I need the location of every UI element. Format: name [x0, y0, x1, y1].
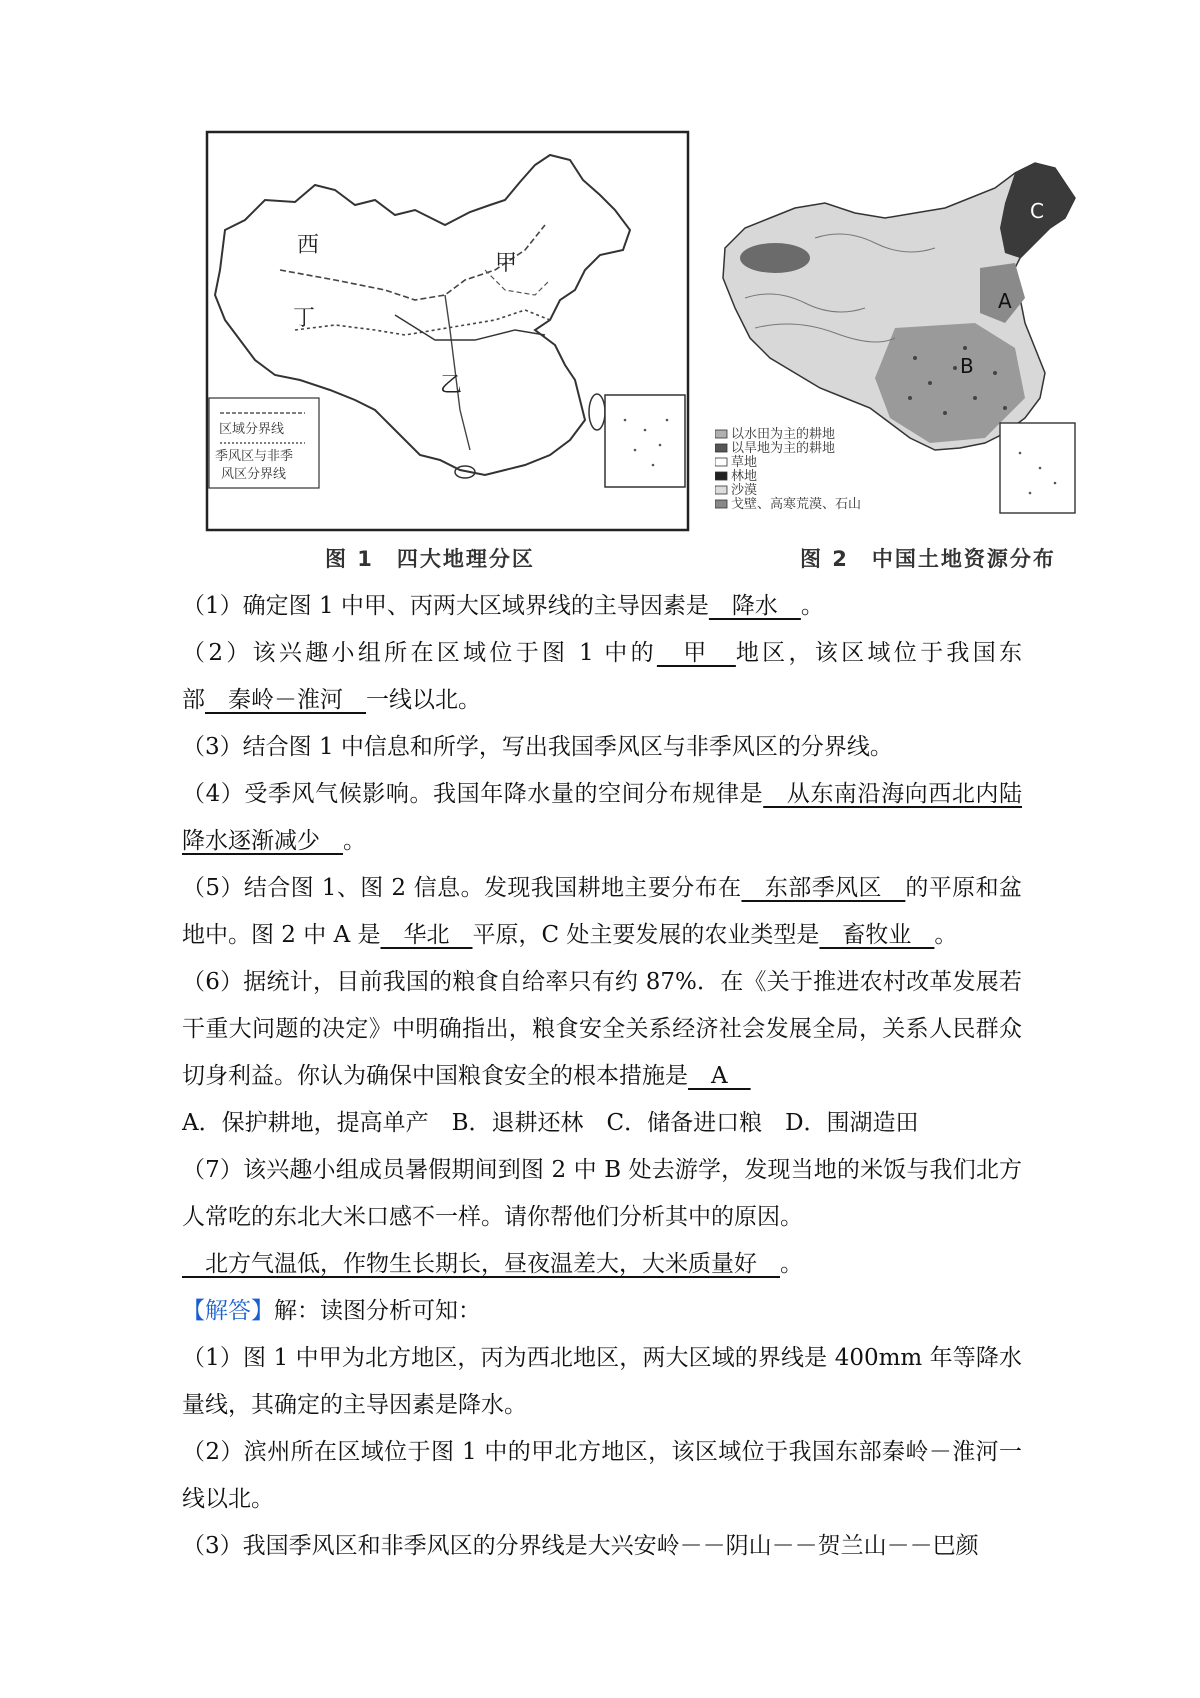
- figure2-map: [715, 158, 1080, 538]
- answer-5c: 畜牧业: [819, 922, 935, 948]
- question-5: （5）结合图 1、图 2 信息。发现我国耕地主要分布在 东部季风区 的平原和盆地中。图 2 中 A 是 华北 平原，C 处主要发展的农业类型是 畜牧业 。: [182, 875, 1022, 948]
- answer-2b: 秦岭－淮河: [205, 687, 366, 713]
- figure1-caption: 图 1 四大地理分区: [325, 547, 535, 571]
- answer-6: A: [688, 1063, 751, 1089]
- question-2: （2）该兴趣小组所在区域位于图 1 中的 甲 地区，该区域位于我国东部 秦岭－淮河 一线以北。: [182, 640, 1023, 713]
- fig1-legend-2b: 风区分界线: [221, 467, 287, 482]
- answer-5b: 华北: [380, 922, 473, 948]
- question-7: （7）该兴趣小组成员暑假期间到图 2 中 B 处去游学，发现当地的米饭与我们北方人常吃的东北大米口感不一样。请你帮他们分析其中的原因。: [182, 1157, 1022, 1230]
- answer-2a: 甲: [656, 640, 736, 666]
- fig2-legend-1: 以水田为主的耕地: [731, 427, 836, 442]
- question-3: （3）结合图 1 中信息和所学，写出我国季风区与非季风区的分界线。: [182, 734, 893, 760]
- answer-7-line: 北方气温低，作物生长期长，昼夜温差大，大米质量好 。: [182, 1251, 803, 1277]
- answer-4: 从东南沿海向西北内陆降水逐渐减少: [182, 781, 1023, 854]
- question-6: （6）据统计，目前我国的粮食自给率只有约 87%．在《关于推进农村改革发展若干重大问题的决定》中明确指出，粮食安全关系经济社会发展全局，关系人民群众切身利益。你认为确保中国粮食安全的根本措施是 A: [182, 969, 1022, 1089]
- fig1-label-yi: 乙: [440, 373, 463, 398]
- fig2-label-b: B: [960, 354, 974, 378]
- fig2-label-a: A: [998, 289, 1012, 313]
- answer-7: 北方气温低，作物生长期长，昼夜温差大，大米质量好: [182, 1251, 780, 1277]
- fig2-legend-4: 林地: [731, 469, 758, 484]
- question-1: （1）确定图 1 中甲、丙两大区域界线的主导因素是 降水 。: [182, 593, 824, 619]
- figures: [200, 128, 1080, 588]
- fig2-legend-2: 以旱地为主的耕地: [731, 441, 836, 456]
- solution-header: 【解答】解：读图分析可知：: [182, 1298, 481, 1324]
- fig2-label-c: C: [1030, 199, 1044, 223]
- document-body: [182, 583, 1022, 1570]
- fig2-legend-6: 戈壁、高寒荒漠、石山: [731, 497, 862, 512]
- solution-2: （2）滨州所在区域位于图 1 中的甲北方地区，该区域位于我国东部秦岭－淮河一线以北。: [182, 1439, 1022, 1512]
- answer-1: 降水: [708, 593, 801, 619]
- fig1-label-xi: 西: [297, 233, 320, 258]
- solution-1: （1）图 1 中甲为北方地区，丙为西北地区，两大区域的界线是 400mm 年等降水量线，其确定的主导因素是降水。: [182, 1345, 1022, 1418]
- fig1-legend-1: 区域分界线: [219, 422, 285, 437]
- figure2-caption: 图 2 中国土地资源分布: [800, 547, 1056, 571]
- fig2-legend: [715, 426, 861, 512]
- question-4: （4）受季风气候影响。我国年降水量的空间分布规律是 从东南沿海向西北内陆降水逐渐减少 。: [182, 781, 1023, 854]
- fig1-label-jia: 甲: [495, 251, 518, 276]
- fig1-legend-2a: 季风区与非季: [215, 449, 294, 464]
- answer-5a: 东部季风区: [741, 875, 906, 901]
- fig2-legend-3: 草地: [731, 455, 758, 470]
- fig1-label-ding: 丁: [293, 306, 316, 331]
- solution-tag: 【解答】: [182, 1298, 274, 1324]
- question-6-options: A．保护耕地，提高单产 B．退耕还林 C．储备进口粮 D．围湖造田: [182, 1110, 919, 1136]
- figure1-map: [205, 130, 690, 532]
- solution-3: （3）我国季风区和非季风区的分界线是大兴安岭－－阴山－－贺兰山－－巴颜: [182, 1533, 979, 1559]
- fig2-legend-5: 沙漠: [731, 483, 758, 498]
